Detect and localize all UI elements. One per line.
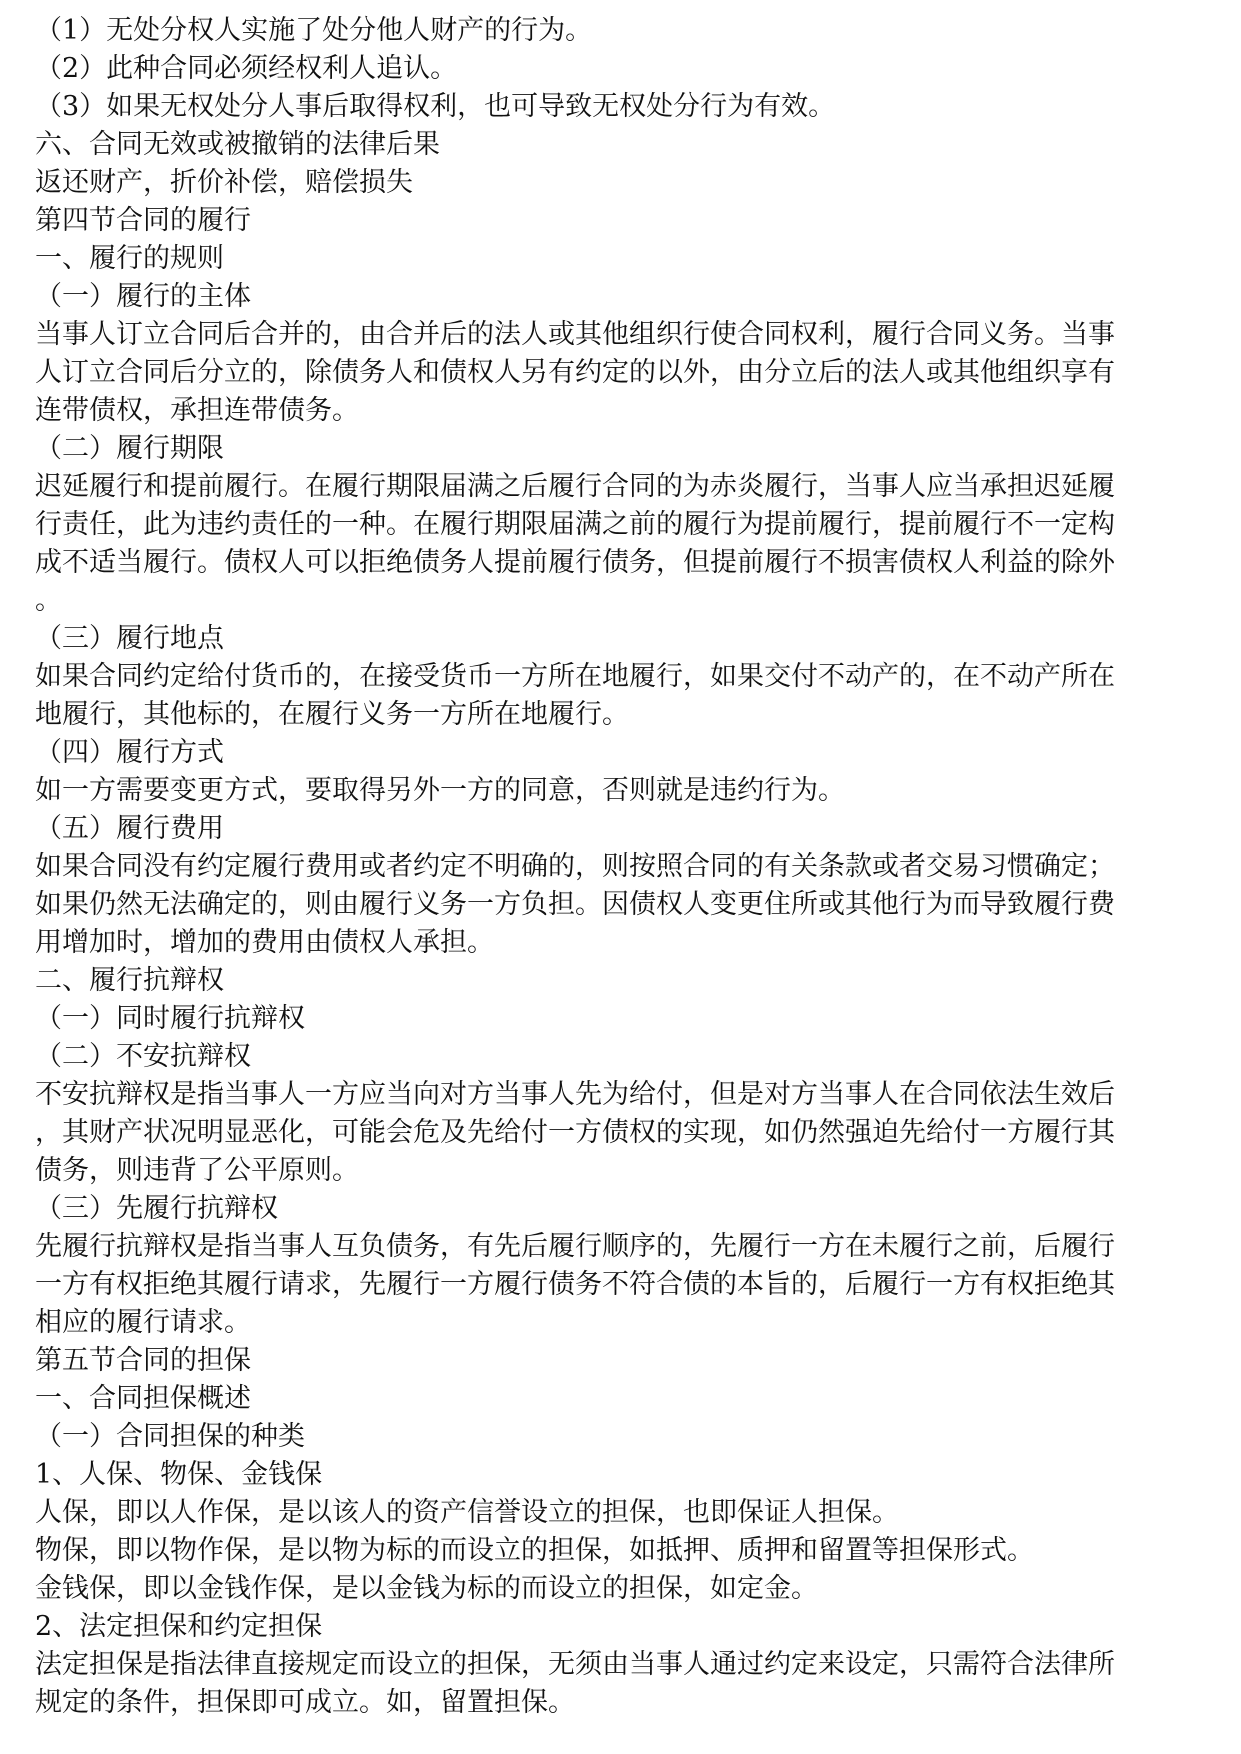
subsection-heading: 1、人保、物保、金钱保: [35, 1459, 323, 1490]
text-line: 如果合同没有约定履行费用或者约定不明确的，则按照合同的有关条款或者交易习惯确定；: [35, 851, 1115, 882]
section-heading: 第五节合同的担保: [35, 1345, 251, 1376]
text-line: 法定担保是指法律直接规定而设立的担保，无须由当事人通过约定来设定，只需符合法律所: [35, 1649, 1115, 1680]
subsection-heading: 2、法定担保和约定担保: [35, 1611, 323, 1642]
text-line: ，其财产状况明显恶化，可能会危及先给付一方债权的实现，如仍然强迫先给付一方履行其: [35, 1117, 1115, 1148]
text-line: 人保，即以人作保，是以该人的资产信誉设立的担保，也即保证人担保。: [35, 1497, 899, 1528]
text-line: 相应的履行请求。: [35, 1307, 251, 1338]
subsection-heading: （三）履行地点: [35, 623, 224, 654]
section-heading: 六、合同无效或被撤销的法律后果: [35, 129, 440, 160]
text-line: 成不适当履行。债权人可以拒绝债务人提前履行债务，但提前履行不损害债权人利益的除外: [35, 547, 1115, 578]
text-line: 用增加时，增加的费用由债权人承担。: [35, 927, 494, 958]
text-line: 地履行，其他标的，在履行义务一方所在地履行。: [35, 699, 629, 730]
text-line: （1）无处分权人实施了处分他人财产的行为。: [35, 15, 593, 46]
text-line: 不安抗辩权是指当事人一方应当向对方当事人先为给付，但是对方当事人在合同依法生效后: [35, 1079, 1115, 1110]
text-line: 行责任，此为违约责任的一种。在履行期限届满之前的履行为提前履行，提前履行不一定构: [35, 509, 1115, 540]
subsection-heading: （一）同时履行抗辩权: [35, 1003, 305, 1034]
text-line: 如一方需要变更方式，要取得另外一方的同意，否则就是违约行为。: [35, 775, 845, 806]
text-line: 规定的条件，担保即可成立。如，留置担保。: [35, 1687, 575, 1718]
text-line: 。: [35, 585, 62, 616]
subsection-heading: （三）先履行抗辩权: [35, 1193, 278, 1224]
text-line: 物保，即以物作保，是以物为标的而设立的担保，如抵押、质押和留置等担保形式。: [35, 1535, 1034, 1566]
text-line: （2）此种合同必须经权利人追认。: [35, 53, 458, 84]
section-heading: 二、履行抗辩权: [35, 965, 224, 996]
text-line: 连带债权，承担连带债务。: [35, 395, 359, 426]
subsection-heading: （二）不安抗辩权: [35, 1041, 251, 1072]
text-line: 如果仍然无法确定的，则由履行义务一方负担。因债权人变更住所或其他行为而导致履行费: [35, 889, 1115, 920]
subsection-heading: （一）合同担保的种类: [35, 1421, 305, 1452]
text-line: 人订立合同后分立的，除债务人和债权人另有约定的以外，由分立后的法人或其他组织享有: [35, 357, 1115, 388]
text-line: 先履行抗辩权是指当事人互负债务，有先后履行顺序的，先履行一方在未履行之前，后履行: [35, 1231, 1115, 1262]
text-line: 金钱保，即以金钱作保，是以金钱为标的而设立的担保，如定金。: [35, 1573, 818, 1604]
section-heading: 第四节合同的履行: [35, 205, 251, 236]
text-line: 如果合同约定给付货币的，在接受货币一方所在地履行，如果交付不动产的，在不动产所在: [35, 661, 1115, 692]
text-line: 当事人订立合同后合并的，由合并后的法人或其他组织行使合同权利，履行合同义务。当事: [35, 319, 1115, 350]
subsection-heading: （四）履行方式: [35, 737, 224, 768]
text-line: 迟延履行和提前履行。在履行期限届满之后履行合同的为赤炎履行，当事人应当承担迟延履: [35, 471, 1115, 502]
text-line: 债务，则违背了公平原则。: [35, 1155, 359, 1186]
subsection-heading: （五）履行费用: [35, 813, 224, 844]
text-line: 返还财产，折价补偿，赔偿损失: [35, 167, 413, 198]
subsection-heading: （一）履行的主体: [35, 281, 251, 312]
section-heading: 一、合同担保概述: [35, 1383, 251, 1414]
subsection-heading: （二）履行期限: [35, 433, 224, 464]
text-line: （3）如果无权处分人事后取得权利，也可导致无权处分行为有效。: [35, 91, 836, 122]
text-line: 一方有权拒绝其履行请求，先履行一方履行债务不符合债的本旨的，后履行一方有权拒绝其: [35, 1269, 1115, 1300]
section-heading: 一、履行的规则: [35, 243, 224, 274]
